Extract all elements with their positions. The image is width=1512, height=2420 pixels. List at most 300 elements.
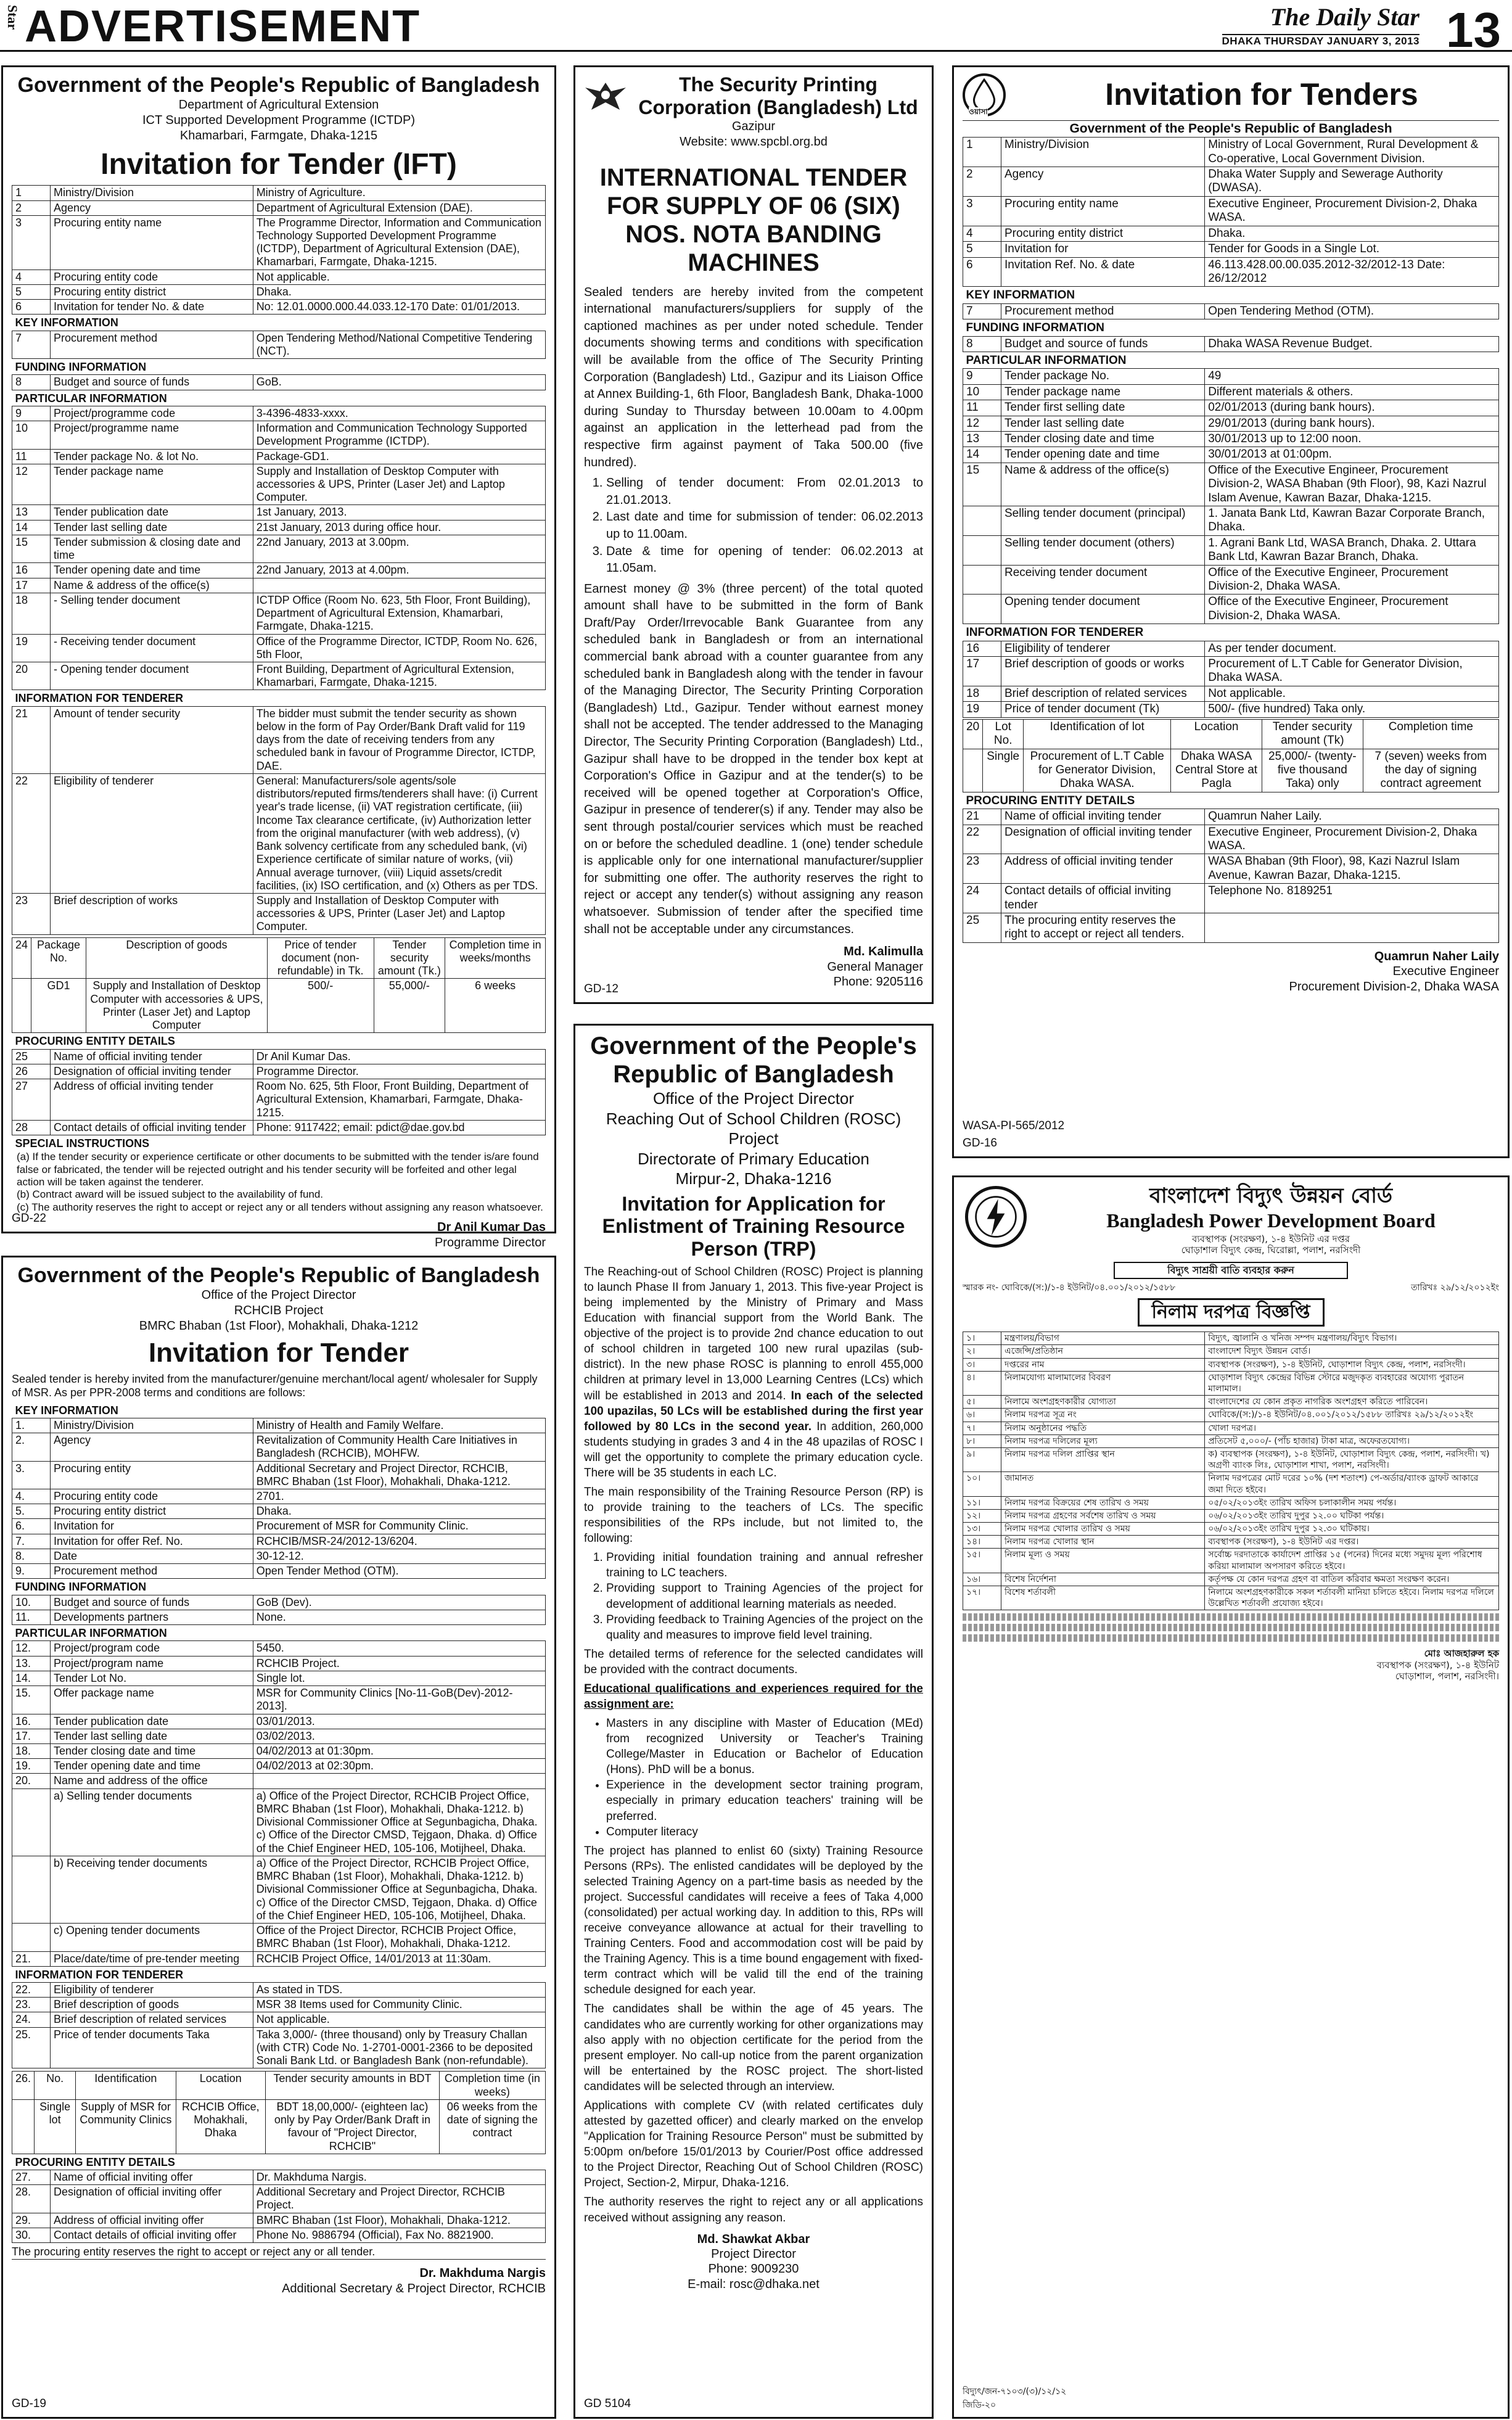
table-row bbox=[963, 1358, 1499, 1371]
row-value: 5450. bbox=[253, 1641, 545, 1656]
body-paragraph: Earnest money @ 3% (three percent) of the total quoted amount shall have to be submitted in the form of Bank Draft/Pay Order/Irrevocable Bank Guarantee from any scheduled bank in Bangladesh or from an international commercial bank abroad with a counter guarantee from any scheduled bank in Bangladesh along with the tender in favour of the Managing Director, The Security Printing Corporation (Bangladesh) Ltd., Gazipur. Tender without earnest money shall not be accepted. The tender addressed to the Managing Director, The Security Printing Corporation (Bangladesh) Ltd., Gazipur shall have to be dropped in the tender box kept at Corporation's Office in Gazipur and at the tender(s) to be received will be opened together at Corporation's Office, Gazipur in presence of tenderer(s) if any. Tender may also be sent through postal/courier services which must be reached on or before the scheduled deadline. 1 (one) tender schedule is applicable only for one international manufacturer/supplier for submitting one offer. The authority reserves the right to reject or accept any tender(s) without assigning any reason whatsoever. Submission of tender after the specified time shall not be acceptable under any circumstances. bbox=[584, 582, 923, 936]
row-number: 26 bbox=[12, 1064, 51, 1079]
row-label: Invitation for bbox=[1001, 242, 1205, 257]
table-row bbox=[12, 406, 546, 421]
row-value: 04/02/2013 at 02:30pm. bbox=[253, 1759, 545, 1774]
row-label: Tender last selling date bbox=[51, 1729, 253, 1743]
row-number: 2 bbox=[963, 167, 1001, 197]
row-label: নিলাম দরপত্র খোলার তারিখ ও সময় bbox=[1001, 1523, 1205, 1536]
row-label: Agency bbox=[1001, 167, 1205, 197]
row-number: 8. bbox=[12, 1549, 51, 1563]
special-instruction: (a) If the tender security or experience certificate or other documents to be submitted with the tender is/are found false or fabricated, the tender will be rejected outright and his tender security will be forfeited and other legal action will be taken against the tenderer. bbox=[17, 1151, 539, 1188]
tender-table bbox=[963, 137, 1499, 717]
ad-rchcib-tender bbox=[1, 1256, 556, 2419]
body-text-bold: In each of the selected 100 upazilas, 50 LCs will be established during the first year followed by 80 LCs in the second year. bbox=[584, 1389, 924, 1433]
row-value: ব্যবস্থাপক (সংরক্ষণ), ১-৪ ইউনিট এর দপ্তর। bbox=[1205, 1536, 1499, 1549]
spc-heading bbox=[584, 73, 923, 119]
row-label: Tender package No. bbox=[1001, 369, 1205, 384]
row-label: Tender submission & closing date and time bbox=[51, 535, 253, 562]
row-value: Dhaka Water Supply and Sewerage Authority (DWASA). bbox=[1205, 167, 1499, 197]
signature bbox=[584, 2232, 923, 2292]
row-value: 22nd January, 2013 at 4.00pm. bbox=[253, 563, 545, 578]
table-row bbox=[963, 431, 1499, 447]
row-number: 27. bbox=[12, 2170, 51, 2185]
signature bbox=[12, 2266, 546, 2296]
table-row bbox=[12, 1982, 546, 1997]
table-row bbox=[963, 1472, 1499, 1496]
row-number: ৬। bbox=[963, 1409, 1001, 1422]
table-row bbox=[963, 1496, 1499, 1509]
row-value: General: Manufacturers/sole agents/sole distributors/reputed firms/tenderers shall have: (i) Current year's trade license, (ii) VAT registration certificate, (iii) Income Tax clearance certificate, (iv) Authorization letter from the original manufacturer (with web address), (v) Bank solvency certificate from any scheduled bank, (vi) Experience certificate of similar nature of works, (vii) Annual average turnover, (viii) Liquid assets/credit facilities, (ix) ISO certification, and (x) Others as per TDS. bbox=[253, 773, 545, 893]
row-value: Procurement of L.T Cable for Generator Division, Dhaka WASA. bbox=[1205, 657, 1499, 686]
row-label: Procuring entity district bbox=[51, 1504, 253, 1519]
ad-spc-tender bbox=[573, 65, 934, 1004]
row-number: 23 bbox=[12, 894, 51, 935]
row-number: 1 bbox=[963, 138, 1001, 167]
row-value: 1. Agrani Bank Ltd, WASA Branch, Dhaka. 2. Uttara Bank Ltd, Kawran Bazar Branch, Dhaka. bbox=[1205, 535, 1499, 565]
row-value: Tender for Goods in a Single Lot. bbox=[1205, 242, 1499, 257]
row-value: 1. Janata Bank Ltd, Kawran Bazar Corporate Branch, Dhaka. bbox=[1205, 506, 1499, 536]
row-label: Price of tender documents Taka bbox=[51, 2027, 253, 2068]
section-heading: SPECIAL INSTRUCTIONS bbox=[15, 1137, 150, 1150]
table-row bbox=[12, 421, 546, 449]
row-value: 49 bbox=[1205, 369, 1499, 384]
row-number: ১২। bbox=[963, 1509, 1001, 1522]
row-number: 6. bbox=[12, 1519, 51, 1534]
table-row bbox=[12, 1951, 546, 1966]
ad-subheader: Khamarbari, Farmgate, Dhaka-1215 bbox=[179, 129, 378, 143]
row-value: বাংলাদেশ বিদ্যুৎ উন্নয়ন বোর্ড। bbox=[1205, 1345, 1499, 1358]
page-masthead bbox=[0, 0, 1512, 57]
row-number: ১১। bbox=[963, 1496, 1001, 1509]
row-number: 5. bbox=[12, 1504, 51, 1519]
table-row bbox=[12, 1743, 546, 1758]
row-label: Amount of tender security bbox=[51, 706, 253, 773]
row-value: Not applicable. bbox=[1205, 686, 1499, 701]
row-value: Not applicable. bbox=[253, 270, 545, 284]
row-value: বাংলাদেশের যে কোন প্রকৃত নাগরিক অংশগ্রহণ করিতে পারিবেন। bbox=[1205, 1396, 1499, 1409]
row-label: Project/programme name bbox=[51, 421, 253, 449]
row-value: কর্তৃপক্ষ যে কোন দরপত্র গ্রহণ বা বাতিল করিবার ক্ষমতা সংরক্ষণ করেন। bbox=[1205, 1573, 1499, 1586]
row-label: Agency bbox=[51, 1433, 253, 1461]
table-row bbox=[12, 1998, 546, 2012]
row-label: Procurement method bbox=[1001, 303, 1205, 319]
row-label: Procuring entity code bbox=[51, 270, 253, 284]
lot-header-cell: 26. bbox=[12, 2072, 35, 2099]
row-value: Taka 3,000/- (three thousand) only by Treasury Challan (with CTR) Code No. 1-2701-0001-2366 to be deposited Sonali Bank Ltd. or Bangladesh Bank (non-refundable). bbox=[253, 2027, 545, 2068]
row-value: GoB (Dev). bbox=[253, 1595, 545, 1610]
section-heading: INFORMATION FOR TENDERER bbox=[15, 692, 184, 705]
row-number: 9. bbox=[12, 1564, 51, 1579]
section-heading: PARTICULAR INFORMATION bbox=[15, 392, 167, 405]
row-number bbox=[12, 1788, 51, 1856]
paper-name: The Daily Star bbox=[1270, 3, 1420, 31]
signature bbox=[12, 1220, 546, 1250]
ad-title: INTERNATIONAL TENDER FOR SUPPLY OF 06 (SIX) NOS. NOTA BANDING MACHINES bbox=[599, 163, 908, 276]
ad-ref: বিদ্যুৎ/জন-৭১০৩/(৩)/১২/১২ bbox=[963, 2386, 1067, 2397]
bpdb-heading bbox=[1043, 1183, 1499, 1256]
table-row bbox=[12, 593, 546, 634]
schedule-item: 3. Date & time for opening of tender: 06.02.2013 at 11.05am. bbox=[606, 543, 923, 577]
row-label: Budget and source of funds bbox=[1001, 336, 1205, 352]
ad-title-bn: নিলাম দরপত্র বিজ্ঞপ্তি bbox=[1138, 1298, 1325, 1327]
schedule-item: 2. Last date and time for submission of tender: 06.02.2013 up to 11.00am. bbox=[606, 509, 923, 543]
lot-cell: 06 weeks from the date of signing the contract bbox=[439, 2099, 545, 2154]
row-label: Eligibility of tenderer bbox=[51, 773, 253, 893]
table-row bbox=[12, 270, 546, 284]
ad-subheader: Mirpur-2, Dhaka-1216 bbox=[675, 1169, 832, 1188]
table-row bbox=[12, 2170, 546, 2185]
ad-body bbox=[584, 284, 923, 939]
lightning-icon bbox=[968, 1189, 1024, 1245]
row-label: Invitation for bbox=[51, 1519, 253, 1534]
row-value: Quamrun Naher Laily. bbox=[1205, 809, 1499, 825]
table-row bbox=[963, 226, 1499, 241]
row-label: Name and address of the office bbox=[51, 1774, 253, 1788]
row-number: 1 bbox=[12, 186, 51, 200]
table-row bbox=[12, 464, 546, 505]
eagle-emblem-icon bbox=[584, 79, 627, 113]
body-paragraph: Applications with complete CV (with related certificates duly attested by gazetted officer) and clearly marked on the envelop "Application for Training Resource Person" must be submitted by 5:00pm on/before 15/01/2013 by Courier/Post office addressed to the Project Director, Reaching Out of School Children (ROSC) Project, Section-2, Mirpur, Dhaka-1216. bbox=[584, 2099, 923, 2190]
row-number: ৮। bbox=[963, 1434, 1001, 1447]
lot-table bbox=[12, 937, 546, 1034]
table-row bbox=[12, 1504, 546, 1519]
body-paragraph: Sealed tenders are hereby invited from the competent international manufacturers/suppliers for supply of the captioned machines as per under noted schedule. Tender documents showing terms and conditions with specification will be available from the office of The Security Printing Corporation (Bangladesh) Ltd., Gazipur and its Liaison Office at Annex Building-1, 6th Floor, Bangladesh Bank, Dhaka-1000 during Sunday to Thursday between 10.00am to 4.00pm against an application in the letterhead pad from the respective firm against payment of Taka 500.00 (five hundred). bbox=[584, 285, 923, 469]
signatory-title: General Manager bbox=[827, 960, 923, 974]
special-instruction: (c) The authority reserves the right to accept or reject any or all tenders without assigning any reason whatsoever. bbox=[17, 1201, 543, 1213]
row-value: Open Tender Method (OTM). bbox=[253, 1564, 545, 1579]
row-number: 3. bbox=[12, 1461, 51, 1489]
row-label: Tender closing date and time bbox=[51, 1743, 253, 1758]
row-label: নিলাম দরপত্র সূত্র নং bbox=[1001, 1409, 1205, 1422]
table-row bbox=[12, 634, 546, 662]
row-number: 18 bbox=[963, 686, 1001, 701]
row-label: Developments partners bbox=[51, 1610, 253, 1624]
table-row bbox=[12, 449, 546, 464]
row-number bbox=[963, 535, 1001, 565]
row-value: 46.113.428.00.00.035.2012-32/2012-13 Date: 26/12/2012 bbox=[1205, 257, 1499, 287]
ad-code: জিডি-২০ bbox=[963, 2400, 996, 2410]
row-value: ব্যবস্থাপক (সংরক্ষণ), ১-৪ ইউনিট, ঘোড়াশাল বিদ্যুৎ কেন্দ্র, পলাশ, নরসিংদী। bbox=[1205, 1358, 1499, 1371]
row-number: 15 bbox=[963, 463, 1001, 506]
table-row bbox=[963, 1409, 1499, 1422]
row-label: Procuring entity district bbox=[1001, 226, 1205, 241]
row-number: 6 bbox=[963, 257, 1001, 287]
table-row bbox=[963, 1509, 1499, 1522]
signatory-name: মোঃ আজহারুল হক bbox=[1424, 1648, 1499, 1660]
row-value: Open Tendering Method/National Competitive Tendering (NCT). bbox=[253, 331, 545, 358]
row-number: 2 bbox=[12, 200, 51, 215]
org-website: Website: www.spcbl.org.bd bbox=[680, 134, 828, 149]
lot-header-cell: Completion time bbox=[1363, 719, 1498, 749]
table-row bbox=[12, 1966, 546, 1982]
ad-subheader: Office of the Project Director bbox=[652, 1089, 855, 1108]
row-label: Brief description of related services bbox=[1001, 686, 1205, 701]
table-row bbox=[12, 1418, 546, 1433]
table-row bbox=[12, 662, 546, 690]
ad-title: Invitation for Tender bbox=[148, 1338, 409, 1368]
row-label: Tender last selling date bbox=[51, 520, 253, 535]
row-value: ০৬/০২/২০১৩ইং তারিখ দুপুর ১২.০০ ঘটিকা পর্যন্ত। bbox=[1205, 1509, 1499, 1522]
lot-header-cell: Location bbox=[176, 2072, 266, 2099]
row-number: 3 bbox=[12, 215, 51, 270]
lot-cell: Supply and Installation of Desktop Computer with accessories & UPS, Printer (Laser Jet) and Laptop Computer bbox=[86, 979, 267, 1033]
row-value: 22nd January, 2013 at 3.00pm. bbox=[253, 535, 545, 562]
row-value: Information and Communication Technology Supported Development Programme (ICTDP). bbox=[253, 421, 545, 449]
ad-subheader: ICT Supported Development Programme (ICTDP) bbox=[142, 113, 415, 128]
row-number: 19 bbox=[12, 634, 51, 662]
ad-title: Invitation for Tender (IFT) bbox=[101, 148, 457, 181]
row-number: 13 bbox=[12, 505, 51, 520]
row-number: 21 bbox=[963, 809, 1001, 825]
row-value: Not applicable. bbox=[253, 2012, 545, 2027]
section-heading: PARTICULAR INFORMATION bbox=[15, 1627, 167, 1640]
section-heading: INFORMATION FOR TENDERER bbox=[966, 626, 1144, 640]
signatory-title: Project Director bbox=[711, 2247, 796, 2261]
lot-header-cell: Completion time (in weeks) bbox=[439, 2072, 545, 2099]
row-label: Tender publication date bbox=[51, 1714, 253, 1729]
row-number: 19 bbox=[963, 702, 1001, 717]
row-label: Procurement method bbox=[51, 1564, 253, 1579]
row-number: ৭। bbox=[963, 1422, 1001, 1434]
table-row bbox=[963, 416, 1499, 431]
lot-cell: 25,000/- (twenty-five thousand Taka) only bbox=[1262, 749, 1363, 792]
row-number: 1. bbox=[12, 1418, 51, 1433]
row-number: 21. bbox=[12, 1951, 51, 1966]
row-value: Office of the Project Director, RCHCIB Project Office, BMRC Bhaban (1st Floor), Mohakhali, Dhaka-1212. bbox=[253, 1924, 545, 1951]
row-label: Invitation Ref. No. & date bbox=[1001, 257, 1205, 287]
row-label: Price of tender document (Tk) bbox=[1001, 702, 1205, 717]
row-value: Front Building, Department of Agricultural Extension, Khamarbari, Farmgate, Dhaka-1215. bbox=[253, 662, 545, 690]
row-value: Phone: 9117422; email: pdict@dae.gov.bd bbox=[253, 1120, 545, 1135]
table-row bbox=[963, 1332, 1499, 1345]
row-value: As stated in TDS. bbox=[253, 1982, 545, 1997]
table-row bbox=[12, 1924, 546, 1951]
row-value: Ministry of Agriculture. bbox=[253, 186, 545, 200]
title-wrap bbox=[963, 1298, 1499, 1327]
lot-cell: Supply of MSR for Community Clinics bbox=[76, 2099, 176, 2154]
row-label: Agency bbox=[51, 200, 253, 215]
lot-header-cell: Tender security amounts in BDT bbox=[266, 2072, 440, 2099]
row-number: 18 bbox=[12, 593, 51, 634]
row-label: Invitation for offer Ref. No. bbox=[51, 1534, 253, 1549]
row-number: 7 bbox=[963, 303, 1001, 319]
row-number: ১৩। bbox=[963, 1523, 1001, 1536]
row-number: 22 bbox=[12, 773, 51, 893]
memo-number: স্মারক নং- ঘোবিকে/(স:)/১-৪ ইউনিট/০৪.০০১/২০১২/১৫৮৮ bbox=[963, 1282, 1176, 1293]
row-label: Selling tender document (principal) bbox=[1001, 506, 1205, 536]
table-row bbox=[963, 1586, 1499, 1610]
row-label: নিলাম দরপত্র গ্রহণের সর্বশেষ তারিখ ও সময় bbox=[1001, 1509, 1205, 1522]
logo-text: ওয়াসা bbox=[969, 107, 988, 117]
row-value: ঘোবিকে/(স:)/১-৪ ইউনিট/০৪.০০১/২০১২/১৫৮৮ তারিখঃ ২৯/১২/২০১২ইং bbox=[1205, 1409, 1499, 1422]
row-value: WASA Bhaban (9th Floor), 98, Kazi Nazrul Islam Avenue, Kawran Bazar, Dhaka-1215. bbox=[1205, 854, 1499, 884]
lot-cell: Single bbox=[983, 749, 1024, 792]
entity-table bbox=[12, 1033, 546, 1151]
body-paragraph: The main responsibility of the Training Resource Person (RP) is to provide training to the teachers of LCs. The specific responsibilities of the RPs include, but not limited to, the following: bbox=[584, 1485, 923, 1545]
row-number: 24. bbox=[12, 2012, 51, 2027]
section-heading: PROCURING ENTITY DETAILS bbox=[15, 1035, 175, 1048]
table-row bbox=[963, 196, 1499, 226]
signatory-name: Quamrun Naher Laily bbox=[1374, 949, 1499, 963]
row-number: 27 bbox=[12, 1079, 51, 1121]
row-label: Tender opening date and time bbox=[51, 563, 253, 578]
ad-ict-tender bbox=[1, 65, 556, 1249]
ad-code: GD-22 bbox=[12, 1211, 46, 1225]
fine-print bbox=[963, 1624, 1499, 1631]
table-row bbox=[12, 1519, 546, 1534]
row-label: Designation of official inviting offer bbox=[51, 2185, 253, 2213]
table-row bbox=[12, 1610, 546, 1624]
table-row bbox=[12, 1033, 546, 1049]
row-value: ০৬/০২/২০১৩ইং তারিখ দুপুর ১২.৩০ ঘটিকায়। bbox=[1205, 1523, 1499, 1536]
table-row bbox=[12, 2228, 546, 2242]
ad-code: GD 5104 bbox=[584, 2397, 631, 2410]
lot-cell: Procurement of L.T Cable for Generator Division, Dhaka WASA. bbox=[1024, 749, 1171, 792]
table-row bbox=[963, 1422, 1499, 1434]
table-row bbox=[12, 390, 546, 406]
row-label: Invitation for tender No. & date bbox=[51, 300, 253, 315]
special-instructions bbox=[12, 1151, 546, 1214]
row-label: নিলাম দরপত্র দলিলের মূল্য bbox=[1001, 1434, 1205, 1447]
row-number: 17. bbox=[12, 1729, 51, 1743]
row-number: ৫। bbox=[963, 1396, 1001, 1409]
ad-header: Government of the People's Republic of Bangladesh bbox=[17, 73, 540, 97]
lot-cell: Dhaka WASA Central Store at Pagla bbox=[1171, 749, 1262, 792]
table-row bbox=[12, 200, 546, 215]
row-value: Dhaka WASA Revenue Budget. bbox=[1205, 336, 1499, 352]
water-drop-logo-icon bbox=[963, 73, 1006, 117]
table-row bbox=[12, 1714, 546, 1729]
dateline: DHAKA THURSDAY JANUARY 3, 2013 bbox=[1222, 35, 1420, 47]
row-value: 21st January, 2013 during office hour. bbox=[253, 520, 545, 535]
row-number: ৩। bbox=[963, 1358, 1001, 1371]
fine-print bbox=[963, 1634, 1499, 1642]
row-label: Contact details of official inviting tender bbox=[1001, 884, 1205, 913]
row-number: ১৫। bbox=[963, 1549, 1001, 1573]
row-number: 15. bbox=[12, 1686, 51, 1714]
signature bbox=[963, 949, 1499, 994]
signatory-title: Programme Director bbox=[434, 1235, 546, 1249]
qualification-item: • Masters in any discipline with Master of Education (MEd) from recognized University or Teacher's Training College/Master in Education or Bachelor of Education (Hons). PhD will be a bonus. bbox=[606, 1716, 923, 1777]
table-row bbox=[12, 578, 546, 593]
row-label: নিলাম দরপত্র বিক্রয়ের শেষ তারিখ ও সময় bbox=[1001, 1496, 1205, 1509]
table-row bbox=[963, 447, 1499, 463]
row-label: Project/program code bbox=[51, 1641, 253, 1656]
lot-cell bbox=[12, 979, 31, 1033]
ad-subheader: Reaching Out of School Children (ROSC) Project bbox=[606, 1109, 902, 1148]
entity-table bbox=[12, 2154, 546, 2243]
row-value: 03/02/2013. bbox=[253, 1729, 545, 1743]
row-label: Tender package name bbox=[1001, 384, 1205, 400]
table-row bbox=[12, 773, 546, 893]
row-value: Open Tendering Method (OTM). bbox=[1205, 303, 1499, 319]
row-number: 10 bbox=[963, 384, 1001, 400]
ad-code: GD-19 bbox=[12, 2397, 46, 2410]
row-value: MSR for Community Clinics [No-11-GoB(Dev)-2012-2013]. bbox=[253, 1686, 545, 1714]
table-row bbox=[12, 2185, 546, 2213]
ad-wasa-tender bbox=[952, 65, 1510, 1158]
row-label: নিলামযোগ্য মালামালের বিবরণ bbox=[1001, 1371, 1205, 1395]
row-number: 12 bbox=[12, 464, 51, 505]
table-row bbox=[12, 706, 546, 773]
row-number: 25 bbox=[963, 913, 1001, 942]
row-value: Executive Engineer, Procurement Division-2, Dhaka WASA. bbox=[1205, 196, 1499, 226]
table-row bbox=[963, 167, 1499, 197]
row-value: The bidder must submit the tender security as shown below in the form of Pay Order/Bank Draft valid for 119 days from the date of receiving tenders from any scheduled bank in favour of Programme Director, ICTDP, DAE. bbox=[253, 706, 545, 773]
table-row bbox=[12, 894, 546, 935]
signatory-name: Dr Anil Kumar Das bbox=[437, 1220, 546, 1235]
row-label: Eligibility of tenderer bbox=[51, 1982, 253, 1997]
row-value: Office of the Executive Engineer, Procurement Division-2, Dhaka WASA. bbox=[1205, 565, 1499, 595]
row-value: RCHCIB Project. bbox=[253, 1656, 545, 1671]
table-row bbox=[12, 2213, 546, 2228]
row-number: 10 bbox=[12, 421, 51, 449]
row-number: 9 bbox=[963, 369, 1001, 384]
table-row bbox=[963, 535, 1499, 565]
row-value: Phone No. 9886794 (Official), Fax No. 8821900. bbox=[253, 2228, 545, 2242]
signatory-title: ব্যবস্থাপক (সংরক্ষণ), ১-৪ ইউনিট bbox=[1376, 1659, 1499, 1671]
table-row bbox=[963, 336, 1499, 352]
row-value: 30/01/2013 at 01:00pm. bbox=[1205, 447, 1499, 463]
wasa-heading bbox=[963, 73, 1499, 117]
row-number: 17 bbox=[12, 578, 51, 593]
row-label: দপ্তরের নাম bbox=[1001, 1358, 1205, 1371]
table-row bbox=[963, 138, 1499, 167]
table-row bbox=[12, 1656, 546, 1671]
section-heading: PROCURING ENTITY DETAILS bbox=[15, 2155, 175, 2168]
table-row bbox=[963, 686, 1499, 701]
lot-header-cell: 24 bbox=[12, 937, 31, 979]
table-row bbox=[12, 300, 546, 315]
row-label: Offer package name bbox=[51, 1686, 253, 1714]
row-number: 19. bbox=[12, 1759, 51, 1774]
row-value: সর্বোচ্চ দরদাতাকে কার্যাদেশ প্রাপ্তির ১৫ (পনের) দিনের মধ্যে সমুদয় মূল্য পরিশোধ করিয়া মালামাল অপসারণ করিতে হইবে। bbox=[1205, 1549, 1499, 1573]
section-heading: FUNDING INFORMATION bbox=[15, 361, 147, 374]
org-office-bn: ব্যবস্থাপক (সংরক্ষণ), ১-৪ ইউনিট এর দপ্তর bbox=[1191, 1233, 1350, 1245]
row-number: 25. bbox=[12, 2027, 51, 2068]
table-row bbox=[12, 1579, 546, 1595]
row-value: Telephone No. 8189251 bbox=[1205, 884, 1499, 913]
body-paragraph: The candidates shall be within the age of 45 years. The candidates who are currently working for other organizations may also apply with no objection certificate for the period from the present employer. No call-up notice from the parent organization will be entertained by the ROSC project. The short-listed candidates will be selected through an interview. bbox=[584, 2002, 923, 2093]
row-value: Single lot. bbox=[253, 1671, 545, 1685]
qualifications-list bbox=[606, 1716, 923, 1840]
row-value: 03/01/2013. bbox=[253, 1714, 545, 1729]
row-label: Procuring entity name bbox=[51, 215, 253, 270]
fine-print bbox=[963, 1613, 1499, 1621]
ad-ref: WASA-PI-565/2012 bbox=[963, 1119, 1065, 1132]
row-number: 28. bbox=[12, 2185, 51, 2213]
row-value: 02/01/2013 (during bank hours). bbox=[1205, 400, 1499, 416]
table-row bbox=[12, 1641, 546, 1656]
row-value: a) Office of the Project Director, RCHCIB Project Office, BMRC Bhaban (1st Floor), Mohakhali, Dhaka-1212. b) Divisional Commissioner Office at Segunbagicha, Dhaka. c) Office of the Director CMSD, Tejgaon, Dhaka. d) Office of the Chief Engineer HED, 105-106, Motijheel, Dhaka. bbox=[253, 1788, 545, 1856]
row-number: 21 bbox=[12, 706, 51, 773]
row-number: 4 bbox=[12, 270, 51, 284]
row-label: Tender first selling date bbox=[1001, 400, 1205, 416]
row-label: Name of official inviting offer bbox=[51, 2170, 253, 2185]
row-number: ৯। bbox=[963, 1447, 1001, 1471]
table-row bbox=[963, 1447, 1499, 1471]
section-heading: FUNDING INFORMATION bbox=[15, 1581, 147, 1594]
table-row bbox=[963, 1345, 1499, 1358]
row-number: 3 bbox=[963, 196, 1001, 226]
row-number: 13 bbox=[963, 431, 1001, 447]
row-number: 13. bbox=[12, 1656, 51, 1671]
row-number: 14 bbox=[12, 520, 51, 535]
table-row bbox=[963, 792, 1499, 809]
row-number: 23 bbox=[963, 854, 1001, 884]
row-label: - Selling tender document bbox=[51, 593, 253, 634]
